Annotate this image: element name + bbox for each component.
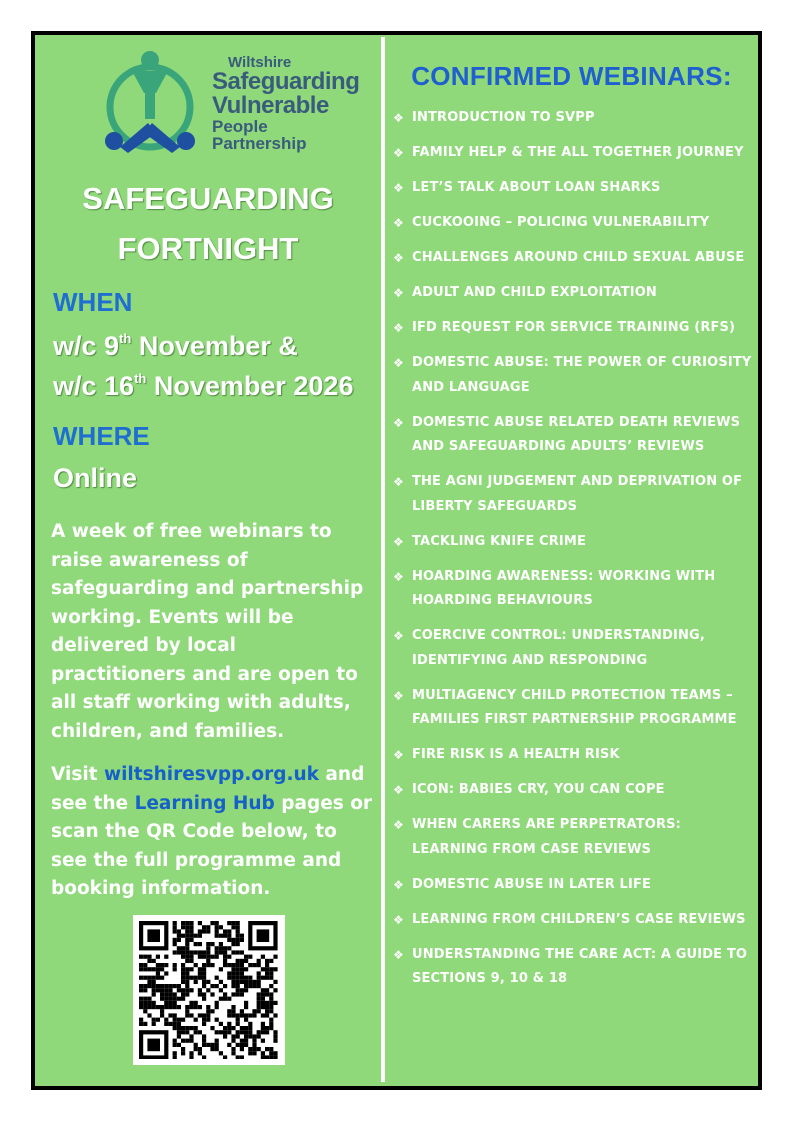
diamond-bullet-icon: ❖: [393, 216, 404, 230]
webinar-title: DOMESTIC ABUSE RELATED DEATH REVIEWS AND SAFEGUARDING ADULTS’ REVIEWS: [412, 414, 741, 454]
logo-line-vulnerable: Vulnerable: [212, 92, 329, 119]
diamond-bullet-icon: ❖: [393, 356, 404, 370]
where-label: WHERE: [53, 421, 150, 451]
webinar-item: [393, 624, 755, 673]
poster-frame: [31, 31, 762, 1090]
webinar-title: ICON: BABIES CRY, YOU CAN COPE: [412, 782, 665, 797]
poster-background: [35, 35, 758, 1086]
webinar-title: HOARDING AWARENESS: WORKING WITH HOARDING BEHAVIOURS: [412, 568, 716, 608]
column-divider: [381, 37, 385, 1082]
webinar-title: LEARNING FROM CHILDREN’S CASE REVIEWS: [412, 911, 746, 927]
visit-info: Visit wiltshiresvpp.org.uk and see the Learning Hub pages or scan the QR Code below, to see the full programme and booking information.: [51, 764, 373, 899]
webinar-item: [393, 106, 755, 131]
webinar-item: [393, 530, 755, 555]
webinar-title: TACKLING KNIFE CRIME: [412, 533, 587, 549]
webinar-list: [393, 106, 755, 1002]
logo-line-safeguarding: Safeguarding: [212, 68, 360, 95]
webinar-item: [393, 351, 755, 400]
diamond-bullet-icon: ❖: [393, 783, 404, 797]
webinar-title: WHEN CARERS ARE PERPETRATORS: LEARNING FROM CASE REVIEWS: [412, 817, 681, 857]
webinar-item: [393, 565, 755, 614]
diamond-bullet-icon: ❖: [393, 877, 404, 892]
diamond-bullet-icon: ❖: [393, 534, 404, 549]
webinar-item: [393, 316, 755, 341]
webinar-item: [393, 246, 755, 271]
webinar-title: INTRODUCTION TO SVPP: [412, 110, 595, 125]
diamond-bullet-icon: ❖: [393, 912, 404, 927]
diamond-bullet-icon: ❖: [393, 415, 404, 430]
date-line-2: w/c 16th November 2026: [53, 371, 354, 401]
where-value: Online: [53, 463, 138, 493]
qr-code-icon: [139, 921, 279, 1059]
diamond-bullet-icon: ❖: [393, 146, 404, 160]
when-label: WHEN: [53, 287, 133, 317]
event-description: A week of free webinars to raise awareness of safeguarding and partnership working. Events will be delivered by local practitioners and are open to all staff working with adults, children, and families.: [51, 521, 364, 742]
webinar-item: [393, 470, 755, 519]
learning-hub-link[interactable]: Learning Hub: [134, 792, 275, 814]
webinar-title: ADULT AND CHILD EXPLOITATION: [412, 285, 657, 300]
webinar-title: DOMESTIC ABUSE IN LATER LIFE: [412, 876, 652, 892]
event-title-line2: FORTNIGHT: [117, 231, 299, 266]
webinar-title: UNDERSTANDING THE CARE ACT: A GUIDE TO SECTIONS 9, 10 & 18: [412, 946, 748, 986]
webinar-item: [393, 873, 755, 898]
website-link[interactable]: wiltshiresvpp.org.uk: [103, 764, 319, 785]
webinar-title: COERCIVE CONTROL: UNDERSTANDING, IDENTIFYING AND RESPONDING: [412, 628, 705, 668]
svpp-emblem-icon: [90, 49, 210, 159]
event-title-line1: SAFEGUARDING: [82, 181, 334, 216]
webinar-title: THE AGNI JUDGEMENT AND DEPRIVATION OF LIBERTY SAFEGUARDS: [412, 474, 743, 514]
date-line-1: w/c 9th November &: [53, 331, 298, 361]
diamond-bullet-icon: ❖: [393, 629, 404, 643]
qr-code[interactable]: [133, 915, 285, 1065]
webinar-item: [393, 943, 755, 992]
diamond-bullet-icon: ❖: [393, 748, 404, 762]
svpp-logo: [90, 49, 360, 161]
diamond-bullet-icon: ❖: [393, 251, 404, 265]
webinar-title: IFD REQUEST FOR SERVICE TRAINING (RFS): [412, 320, 736, 335]
webinar-item: [393, 141, 755, 166]
logo-line-people-partnership: People Partnership: [212, 117, 307, 153]
webinar-item: [393, 411, 755, 460]
webinar-item: [393, 908, 755, 933]
webinar-item: [393, 813, 755, 862]
logo-wordmark: [212, 55, 359, 152]
webinar-title: FIRE RISK IS A HEALTH RISK: [412, 747, 620, 762]
webinar-title: DOMESTIC ABUSE: THE POWER OF CURIOSITY AND LANGUAGE: [412, 355, 752, 395]
diamond-bullet-icon: ❖: [393, 181, 404, 195]
webinar-title: LET’S TALK ABOUT LOAN SHARKS: [412, 180, 661, 195]
diamond-bullet-icon: ❖: [393, 321, 404, 335]
webinar-item: [393, 778, 755, 803]
webinar-item: [393, 176, 755, 201]
logo-line-wiltshire: Wiltshire: [228, 54, 292, 71]
webinar-title: MULTIAGENCY CHILD PROTECTION TEAMS – FAMILIES FIRST PARTNERSHIP PROGRAMME: [412, 687, 737, 727]
webinar-item: [393, 211, 755, 236]
webinar-title: CHALLENGES AROUND CHILD SEXUAL ABUSE: [412, 250, 745, 265]
diamond-bullet-icon: ❖: [393, 818, 404, 832]
webinar-title: FAMILY HELP & THE ALL TOGETHER JOURNEY: [412, 145, 744, 160]
diamond-bullet-icon: ❖: [393, 688, 404, 703]
diamond-bullet-icon: ❖: [393, 947, 404, 962]
diamond-bullet-icon: ❖: [393, 475, 404, 489]
diamond-bullet-icon: ❖: [393, 569, 404, 584]
webinars-heading: CONFIRMED WEBINARS:: [411, 61, 732, 91]
webinar-item: [393, 281, 755, 306]
diamond-bullet-icon: ❖: [393, 286, 404, 300]
webinar-title: CUCKOOING – POLICING VULNERABILITY: [412, 215, 710, 230]
webinar-item: [393, 743, 755, 768]
diamond-bullet-icon: ❖: [393, 111, 404, 125]
webinar-item: [393, 684, 755, 733]
